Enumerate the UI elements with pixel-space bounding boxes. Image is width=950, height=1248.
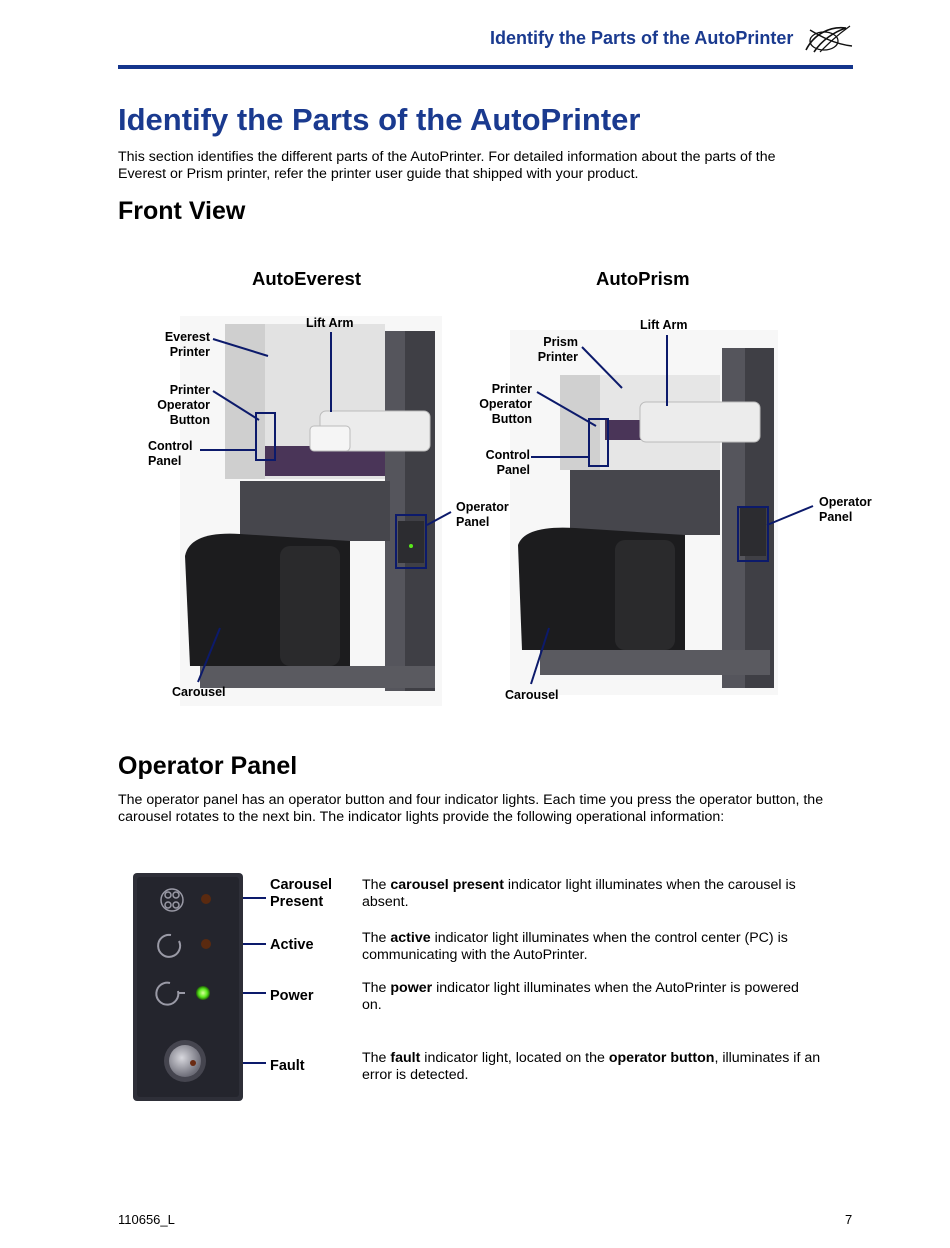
page-title: Identify the Parts of the AutoPrinter <box>118 102 641 137</box>
indicator-label-active: Active <box>270 937 314 953</box>
indicator-desc-active: The active indicator light illuminates when the control center (PC) is communicating with the AutoPrinter. <box>362 930 788 963</box>
label-everest-operator-panel: Operator Panel <box>456 500 509 529</box>
indicator-desc-power: The power indicator light illuminates when the AutoPrinter is powered on. <box>362 980 799 1013</box>
intro-line-2: Everest or Prism printer, refer the printer user guide that shipped with your product. <box>118 166 639 182</box>
indicator-desc-carousel-present: The carousel present indicator light illuminates when the carousel is absent. <box>362 877 796 910</box>
label-prism-lift-arm: Lift Arm <box>640 318 688 332</box>
autoprism-title: AutoPrism <box>596 268 690 289</box>
autoeverest-title: AutoEverest <box>252 268 361 289</box>
footer-doc-number: 110656_L <box>118 1212 175 1227</box>
indicator-label-power: Power <box>270 988 314 1004</box>
label-prism-carousel: Carousel <box>505 688 559 702</box>
front-view-heading: Front View <box>118 197 246 225</box>
label-everest-operator-button: Printer Operator Button <box>157 383 210 427</box>
running-header-title: Identify the Parts of the AutoPrinter <box>490 28 794 48</box>
label-everest-control-panel: Control Panel <box>148 439 193 468</box>
label-prism-operator-panel: Operator Panel <box>819 495 872 524</box>
label-everest-carousel: Carousel <box>172 685 226 699</box>
label-everest-lift-arm: Lift Arm <box>306 316 354 330</box>
operator-panel-heading: Operator Panel <box>118 752 298 780</box>
operator-panel-intro-line-2: carousel rotates to the next bin. The indicator lights provide the following operational information: <box>118 809 725 825</box>
label-everest-printer: Everest Printer <box>164 330 210 359</box>
operator-panel-intro-line-1: The operator panel has an operator button and four indicator lights. Each time you press the operator button, the <box>118 792 824 808</box>
label-prism-printer: Prism Printer <box>537 335 578 364</box>
intro-line-1: This section identifies the different parts of the AutoPrinter. For detailed information about the parts of the <box>118 149 776 165</box>
label-prism-control-panel: Control Panel <box>485 448 530 477</box>
footer-page-number: 7 <box>845 1212 853 1227</box>
indicator-label-fault: Fault <box>270 1058 305 1074</box>
label-prism-operator-button: Printer Operator Button <box>479 382 532 426</box>
operator-panel-photo <box>133 873 243 1101</box>
indicator-desc-fault: The fault indicator light, located on the operator button, illuminates if an error is detected. <box>362 1050 821 1083</box>
indicator-label-carousel-present: Carousel Present <box>270 877 333 910</box>
